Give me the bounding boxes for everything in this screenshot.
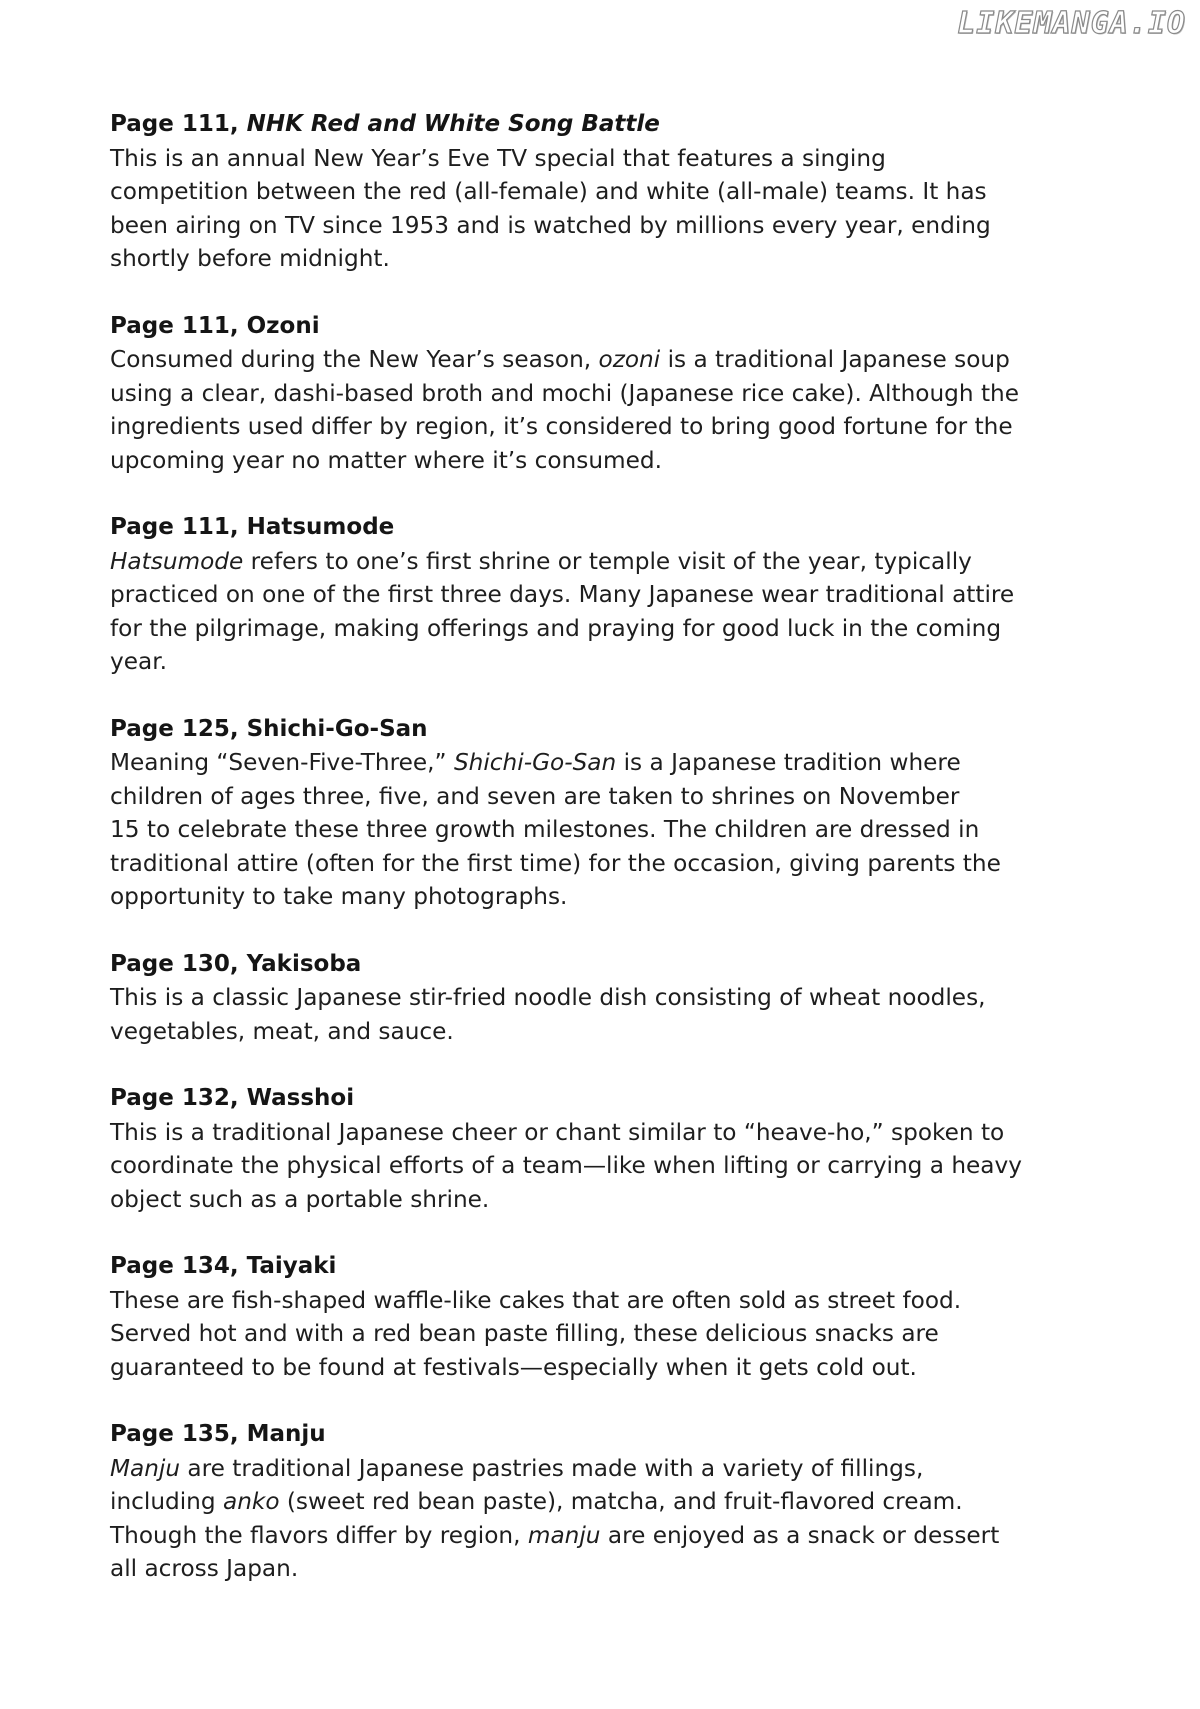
note-body-line: vegetables, meat, and sauce. [110, 1017, 454, 1045]
note-page-ref: Page 111, [110, 312, 239, 339]
note-body [110, 1452, 1120, 1586]
note-body-line: This is a traditional Japanese cheer or chant similar to “heave-ho,” spoken to [110, 1118, 1005, 1146]
note-entry [110, 1082, 1120, 1216]
note-body-line: traditional attire (often for the first time) for the occasion, giving parents the [110, 849, 1001, 877]
note-body [110, 142, 1120, 276]
note-body-line: Though the flavors differ by region, manju are enjoyed as a snack or dessert [110, 1521, 1000, 1549]
note-page-ref: Page 111, [110, 111, 239, 137]
note-body-line: shortly before midnight. [110, 245, 390, 272]
note-body-line: for the pilgrimage, making offerings and praying for good luck in the coming [110, 614, 1002, 642]
note-body-line: Consumed during the New Year’s season, ozoni is a traditional Japanese soup [110, 346, 1010, 373]
note-body-line: coordinate the physical efforts of a team—like when lifting or carrying a heavy [110, 1152, 1022, 1179]
note-body-line: ingredients used differ by region, it’s considered to bring good fortune for the [110, 413, 1013, 440]
note-body-line: This is an annual New Year’s Eve TV special that features a singing [110, 144, 886, 172]
note-title: Yakisoba [246, 950, 362, 977]
note-body-line: These are fish-shaped waffle-like cakes that are often sold as street food. [110, 1286, 962, 1314]
translation-notes [110, 108, 1120, 1620]
note-heading [110, 1082, 1120, 1116]
note-body-line: year. [110, 648, 167, 675]
note-body-line: 15 to celebrate these three growth milestones. The children are dressed in [110, 816, 980, 843]
note-entry [110, 1250, 1120, 1384]
note-page-ref: Page 132, [110, 1085, 239, 1111]
note-title: Hatsumode [246, 514, 395, 540]
note-body [110, 1116, 1120, 1217]
note-title: Manju [246, 1421, 326, 1447]
note-body-line: all across Japan. [110, 1555, 299, 1582]
note-body [110, 545, 1120, 679]
note-body-line: been airing on TV since 1953 and is watched by millions every year, ending [110, 211, 991, 239]
note-title: Ozoni [246, 312, 320, 339]
note-heading [110, 1418, 1120, 1452]
note-title: NHK Red and White Song Battle [246, 111, 660, 137]
note-body-line: children of ages three, five, and seven are taken to shrines on November [110, 782, 960, 810]
note-heading [110, 1250, 1120, 1284]
note-entry [110, 310, 1120, 478]
note-body [110, 343, 1120, 477]
note-page-ref: Page 135, [110, 1421, 239, 1447]
note-heading [110, 511, 1120, 545]
note-body-line: Meaning “Seven-Five-Three,” Shichi-Go-San is a Japanese tradition where [110, 749, 961, 776]
note-page-ref: Page 111, [110, 514, 239, 540]
note-entry [110, 108, 1120, 276]
note-heading [110, 310, 1120, 344]
note-title: Shichi-Go-San [246, 715, 428, 742]
note-page-ref: Page 134, [110, 1253, 239, 1279]
note-body-line: This is a classic Japanese stir-fried noodle dish consisting of wheat noodles, [110, 984, 986, 1011]
note-body [110, 746, 1120, 914]
note-heading [110, 713, 1120, 747]
note-title: Taiyaki [246, 1253, 337, 1279]
note-heading [110, 948, 1120, 982]
note-body-line: guaranteed to be found at festivals—especially when it gets cold out. [110, 1353, 917, 1381]
note-body-line: using a clear, dashi-based broth and mochi (Japanese rice cake). Although the [110, 379, 1019, 407]
note-body-line: including anko (sweet red bean paste), matcha, and fruit-flavored cream. [110, 1488, 963, 1515]
note-entry [110, 713, 1120, 914]
note-body-line: practiced on one of the first three days. Many Japanese wear traditional attire [110, 581, 1015, 608]
note-heading [110, 108, 1120, 142]
note-entry [110, 1418, 1120, 1586]
note-body-line: Served hot and with a red bean paste filling, these delicious snacks are [110, 1320, 939, 1347]
note-title: Wasshoi [246, 1085, 355, 1111]
note-body-line: object such as a portable shrine. [110, 1185, 490, 1213]
note-body [110, 1284, 1120, 1385]
note-page-ref: Page 125, [110, 715, 239, 742]
note-entry [110, 948, 1120, 1049]
watermark: LIKEMANGA.IO [957, 6, 1186, 41]
note-body-line: upcoming year no matter where it’s consumed. [110, 446, 662, 474]
note-body-line: competition between the red (all-female) and white (all-male) teams. It has [110, 178, 987, 205]
note-body-line: Hatsumode refers to one’s first shrine or temple visit of the year, typically [110, 547, 972, 575]
note-page-ref: Page 130, [110, 950, 239, 977]
note-body-line: Manju are traditional Japanese pastries made with a variety of fillings, [110, 1454, 924, 1482]
note-body [110, 981, 1120, 1048]
note-entry [110, 511, 1120, 679]
note-body-line: opportunity to take many photographs. [110, 883, 568, 910]
